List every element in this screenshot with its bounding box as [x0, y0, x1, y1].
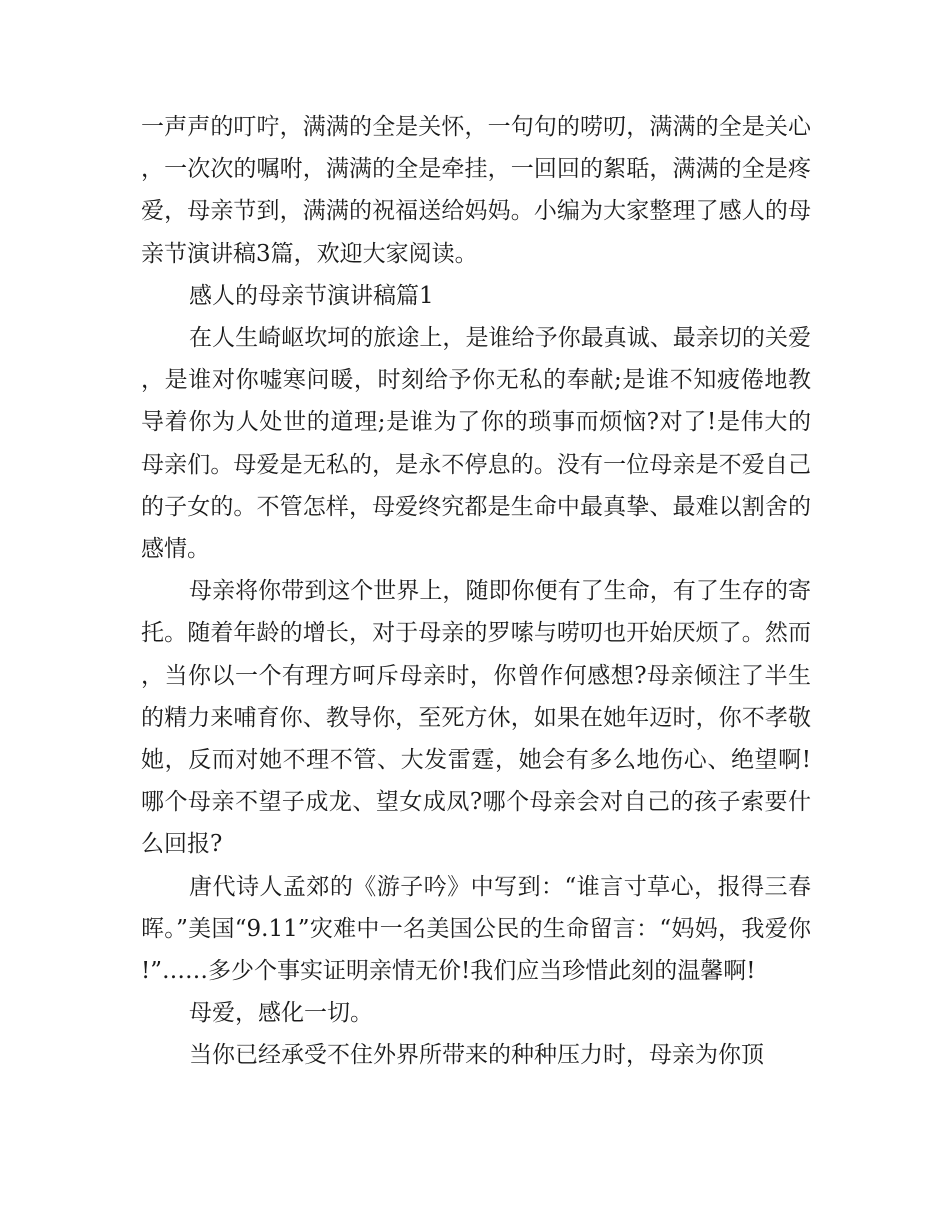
body-paragraph: 唐代诗人孟郊的《游子吟》中写到：“谁言寸草心，报得三春晖。”美国“9.11”灾难中一名美国公民的生命留言：“妈妈，我爱你!”……多少个事实证明亲情无价!我们应当珍惜此刻的温馨啊!	[141, 873, 811, 985]
body-paragraph: 当你已经承受不住外界所带来的种种压力时，母亲为你顶	[189, 1042, 764, 1069]
body-paragraph: 母亲将你带到这个世界上，随即你便有了生命，有了生存的寄托。随着年龄的增长，对于母亲的罗嗦与唠叨也开始厌烦了。然而，当你以一个有理方呵斥母亲时，你曾作何感想?母亲倾注了半生的精力来哺育你、教导你，至死方休，如果在她年迈时，你不孝敬她，反而对她不理不管、大发雷霆，她会有多么地伤心、绝望啊!哪个母亲不望子成龙、望女成凤?哪个母亲会对自己的孩子索要什么回报?	[141, 578, 811, 858]
intro-paragraph: 一声声的叮咛，满满的全是关怀，一句句的唠叨，满满的全是关心，一次次的嘱咐，满满的全是牵挂，一回回的絮聒，满满的全是疼爱，母亲节到，满满的祝福送给妈妈。小编为大家整理了感人的母亲节演讲稿3篇，欢迎大家阅读。	[141, 114, 811, 267]
document-body	[141, 106, 811, 1077]
body-paragraph: 母爱，感化一切。	[189, 1000, 373, 1027]
section-heading: 感人的母亲节演讲稿篇1	[189, 282, 434, 309]
body-paragraph: 在人生崎岖坎坷的旅途上，是谁给予你最真诚、最亲切的关爱，是谁对你嘘寒问暖，时刻给予你无私的奉献;是谁不知疲倦地教导着你为人处世的道理;是谁为了你的琐事而烦恼?对了!是伟大的母亲们。母爱是无私的，是永不停息的。没有一位母亲是不爱自己的子女的。不管怎样，母爱终究都是生命中最真挚、最难以割舍的感情。	[141, 325, 811, 563]
